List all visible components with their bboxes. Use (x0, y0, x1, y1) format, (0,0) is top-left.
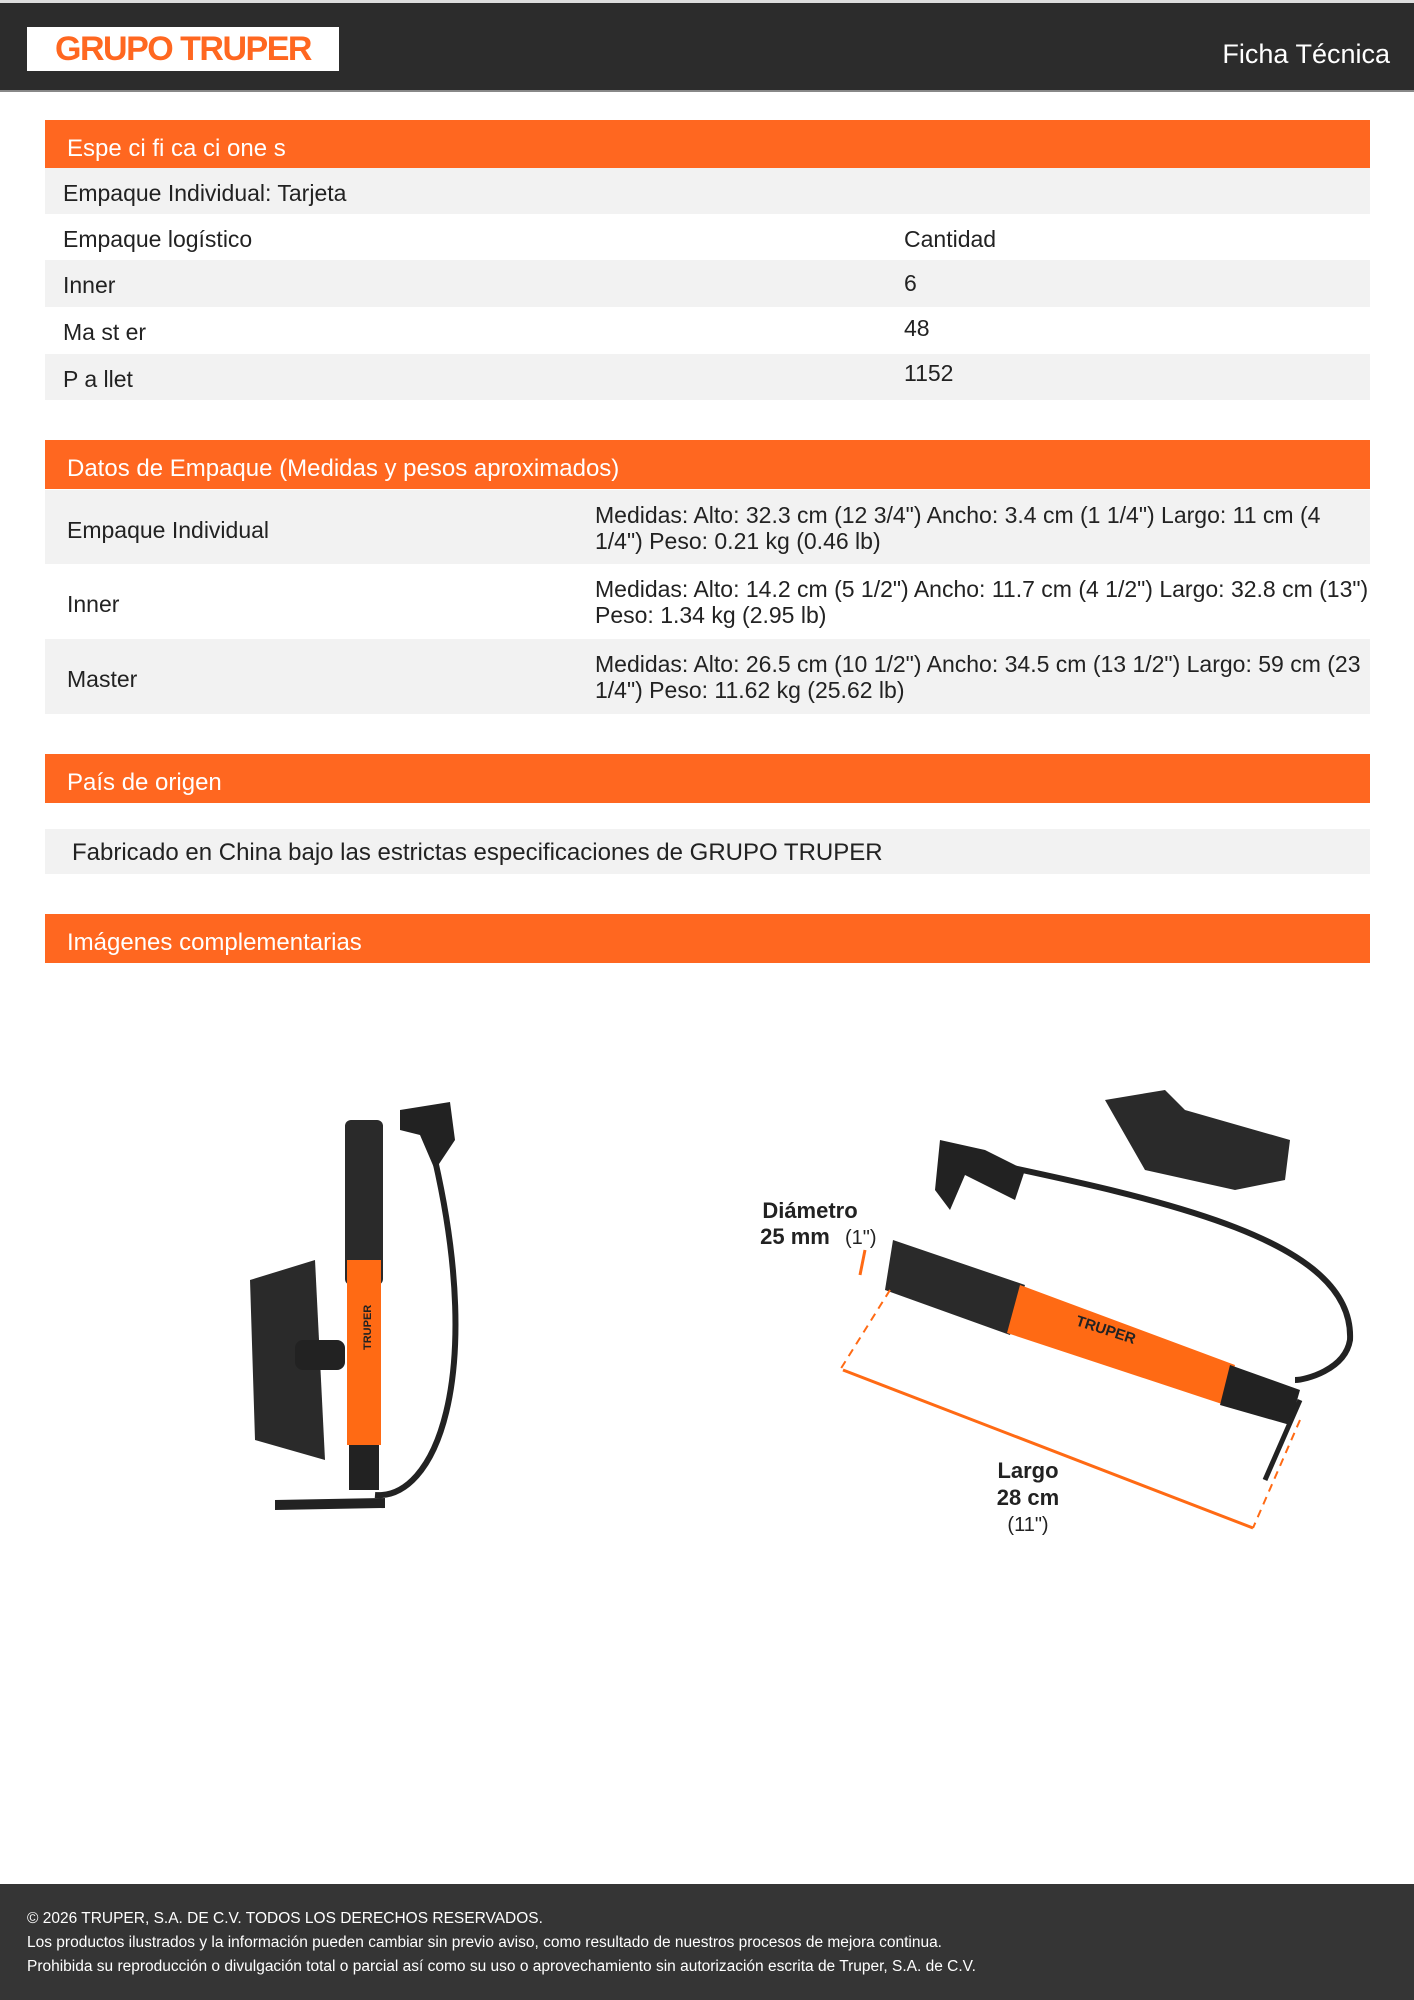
footer-disclaimer: Los productos ilustrados y la información pueden cambiar sin previo aviso, como resultado de nuestros procesos de mejora continua. (27, 1934, 942, 1951)
spec-label: P a llet (63, 366, 133, 392)
packaging-label: Empaque Individual (67, 517, 270, 543)
spec-row (45, 260, 1370, 307)
pump-brand: TRUPER (362, 1304, 374, 1350)
diameter-inches: (1") (845, 1227, 877, 1249)
packaging-label: Master (67, 666, 138, 692)
spec-header-row (45, 214, 1370, 260)
spec-label: Inner (63, 272, 116, 298)
spec-individual: Empaque Individual: Tarjeta (63, 180, 347, 206)
diameter-label: Diámetro (762, 1198, 858, 1223)
section-images-header: Imágenes complementarias (45, 914, 1370, 963)
section-specs-header: Espe ci fi ca ci one s (45, 120, 1370, 169)
footer-prohibition: Prohibida su reproducción o divulgación total o parcial así como su uso o aprovechamiento sin autorización escrita de Truper, S.A. de C.V. (27, 1958, 976, 1975)
footer (0, 1884, 1414, 2000)
pump-brand-label: TRUPER (1073, 1312, 1138, 1348)
pump-vertical-image (235, 1080, 500, 1525)
spec-value: 48 (904, 315, 930, 341)
spec-row (45, 354, 1370, 400)
origin-text: Fabricado en China bajo las estrictas especificaciones de GRUPO TRUPER (45, 829, 1370, 874)
packaging-row (45, 490, 1370, 564)
packaging-value: Medidas: Alto: 26.5 cm (10 1/2") Ancho: 34.5 cm (13 1/2") Largo: 59 cm (23 1/4") Peso: 11.62 kg (25.62 lb) (595, 651, 1361, 703)
footer-copyright: © 2026 TRUPER, S.A. DE C.V. TODOS LOS DERECHOS RESERVADOS. (27, 1910, 543, 1927)
packaging-row (45, 564, 1370, 639)
section-packaging-header: Datos de Empaque (Medidas y pesos aproximados) (45, 440, 1370, 489)
length-inches: (11") (1007, 1514, 1049, 1536)
col-cantidad: Cantidad (904, 226, 997, 252)
packaging-value: Medidas: Alto: 14.2 cm (5 1/2") Ancho: 11.7 cm (4 1/2") Largo: 32.8 cm (13") Peso: 1.34 kg (2.95 lb) (595, 576, 1369, 628)
packaging-value: Medidas: Alto: 32.3 cm (12 3/4") Ancho: 3.4 cm (1 1/4") Largo: 11 cm (4 1/4") Peso: 0.21 kg (0.46 lb) (595, 502, 1321, 554)
spec-label: Ma st er (63, 319, 147, 345)
diameter-value: 25 mm (760, 1224, 830, 1249)
pump-dimensions-image (745, 1080, 1365, 1550)
page-title: Ficha Técnica (1222, 39, 1390, 69)
section-origin-header: País de origen (45, 754, 1370, 803)
length-label: Largo (997, 1458, 1059, 1483)
grupo-truper-logo: GRUPO TRUPER (27, 27, 339, 71)
spec-row (45, 307, 1370, 354)
packaging-row (45, 639, 1370, 714)
spec-individual-row (45, 168, 1370, 214)
spec-value: 1152 (904, 360, 954, 386)
page-header (0, 0, 1414, 92)
packaging-label: Inner (67, 591, 120, 617)
spec-value: 6 (904, 270, 917, 296)
length-value: 28 cm (996, 1485, 1060, 1510)
col-empaque: Empaque logístico (63, 226, 253, 252)
